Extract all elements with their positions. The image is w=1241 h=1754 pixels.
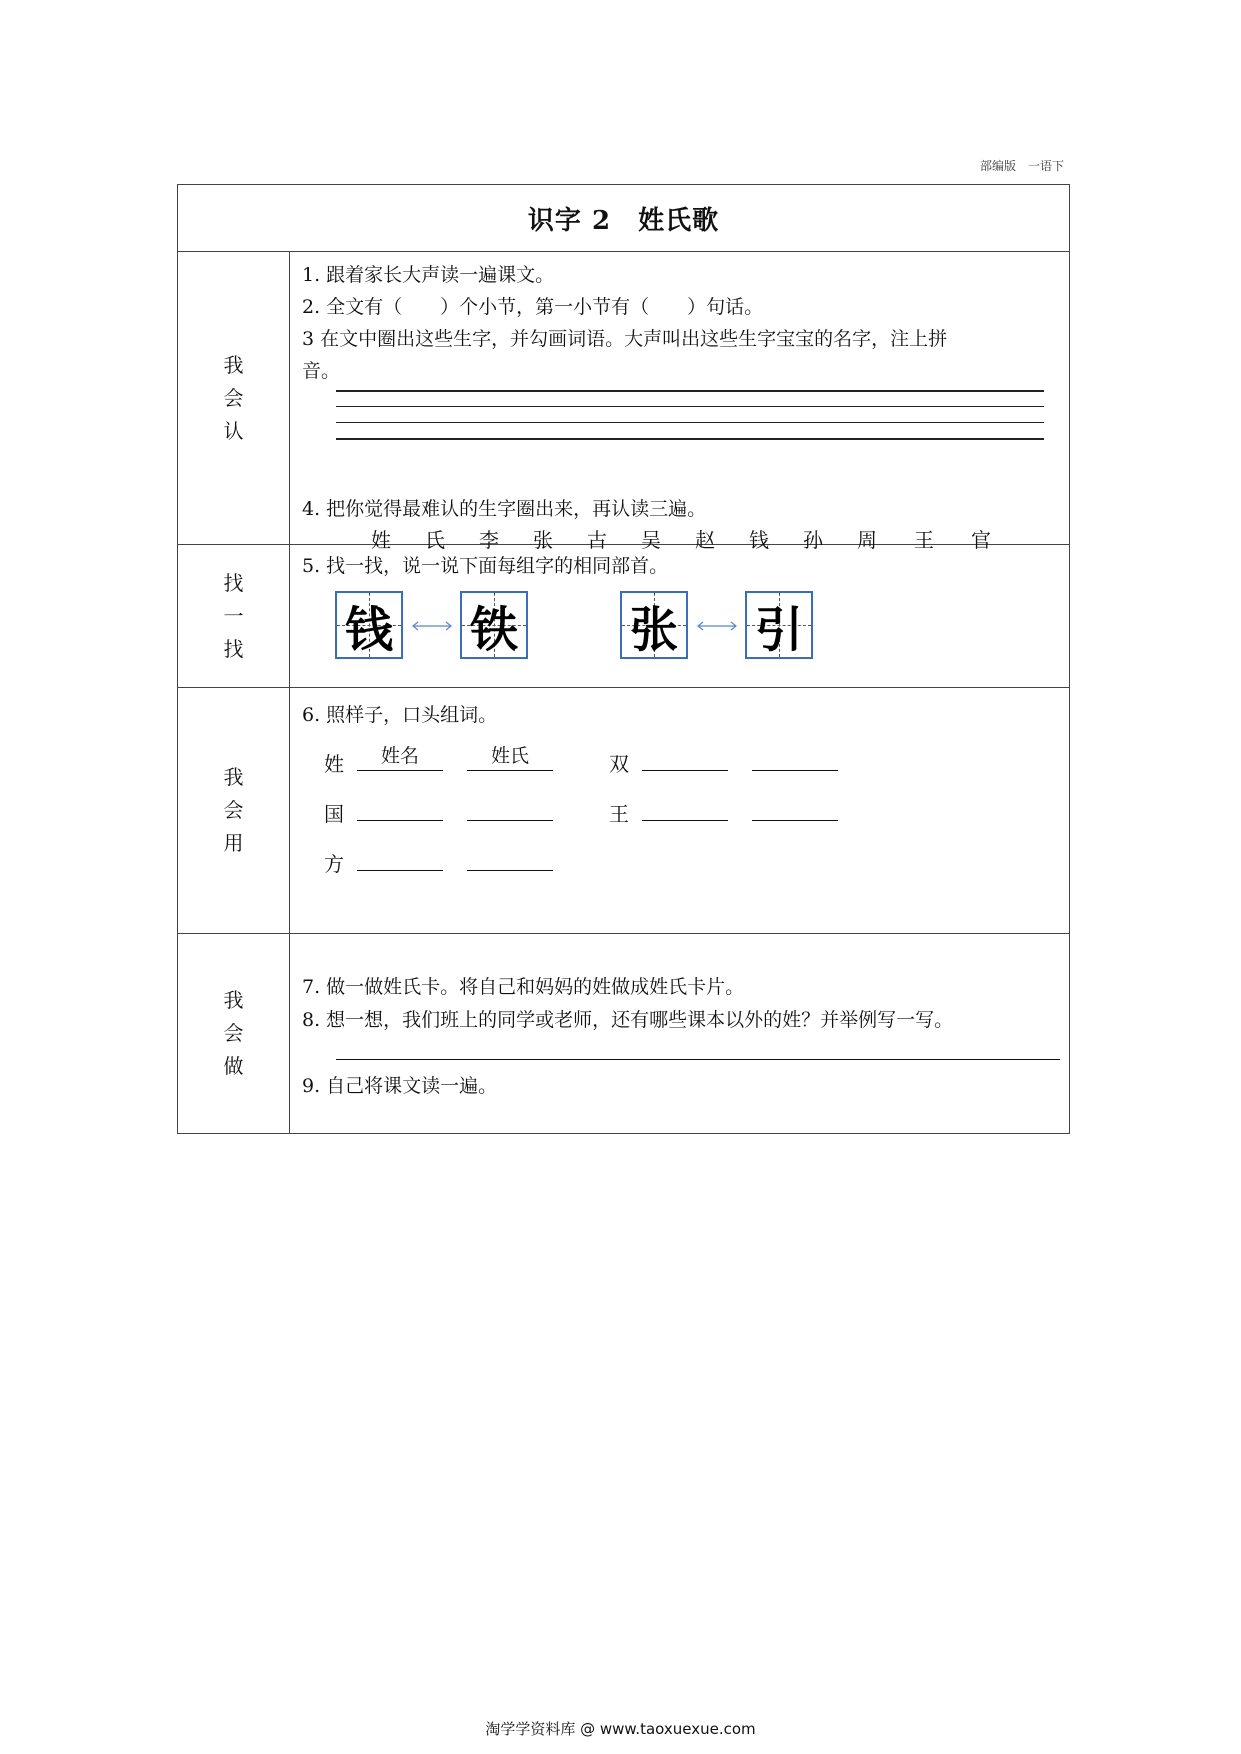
new-character: 王 — [914, 528, 934, 552]
question-3-cont: 音。 — [302, 360, 341, 382]
answer-blank[interactable] — [752, 744, 838, 771]
question-8: 8. 想一想，我们班上的同学或老师，还有哪些课本以外的姓？并举例写一写。 — [302, 1009, 954, 1031]
new-character: 官 — [971, 528, 991, 552]
label-char: 一 — [223, 603, 244, 628]
question-5: 5. 找一找，说一说下面每组字的相同部首。 — [302, 555, 669, 577]
char-box — [620, 591, 688, 659]
footer-watermark: 淘学学资料库 @ www.taoxuexue.com — [485, 1720, 756, 1738]
edition-tag: 部编版 一语下 — [979, 159, 1064, 173]
double-arrow-icon — [410, 620, 454, 632]
char-box — [745, 591, 813, 659]
section-make — [178, 934, 1069, 1133]
label-char: 用 — [223, 831, 244, 855]
new-character: 氏 — [425, 528, 445, 552]
box-character: 铁 — [469, 601, 518, 658]
new-character: 张 — [533, 528, 553, 552]
char-box — [460, 591, 528, 659]
question-2: 2. 全文有（ ）个小节，第一小节有（ ）句话。 — [302, 296, 764, 318]
question-3: 3 在文中圈出这些生字，并勾画词语。大声叫出这些生字宝宝的名字，注上拼 — [302, 328, 948, 350]
double-arrow-icon — [695, 620, 739, 632]
question-6: 6. 照样子，口头组词。 — [302, 704, 498, 726]
new-character: 孙 — [803, 528, 823, 552]
char-box — [335, 591, 403, 659]
word-char-fang: 方 — [324, 852, 344, 876]
section-label-find — [178, 545, 290, 687]
example-word-2: 姓氏 — [467, 744, 553, 771]
answer-blank[interactable] — [467, 844, 553, 871]
section-content-recognize — [302, 252, 1053, 552]
new-character: 钱 — [749, 528, 769, 552]
section-recognize — [178, 252, 1069, 552]
word-char-xing: 姓 — [324, 752, 344, 776]
answer-blank[interactable] — [357, 844, 443, 871]
section-content-make — [302, 934, 1053, 1133]
new-character: 赵 — [695, 528, 715, 552]
label-char: 找 — [223, 636, 244, 661]
label-char: 会 — [223, 385, 244, 410]
answer-blank[interactable] — [642, 794, 728, 821]
worksheet-table — [177, 184, 1070, 1134]
section-label-use — [178, 688, 290, 933]
question-9: 9. 自己将课文读一遍。 — [302, 1075, 498, 1097]
question-1: 1. 跟着家长大声读一遍课文。 — [302, 264, 555, 286]
new-character: 周 — [857, 528, 877, 552]
example-word-1: 姓名 — [357, 744, 443, 771]
pinyin-writing-lines[interactable] — [336, 388, 1044, 448]
answer-line[interactable] — [336, 1059, 1060, 1060]
word-char-shuang: 双 — [609, 752, 629, 776]
label-char: 找 — [223, 570, 244, 595]
label-char: 做 — [223, 1054, 244, 1078]
box-character: 张 — [629, 601, 678, 658]
label-char: 我 — [223, 988, 244, 1012]
label-char: 我 — [223, 352, 244, 377]
box-character: 引 — [754, 601, 803, 658]
new-character: 李 — [479, 528, 499, 552]
worksheet-title: 识字 2 姓氏歌 — [178, 185, 1069, 252]
label-char: 会 — [223, 798, 244, 822]
answer-blank[interactable] — [467, 794, 553, 821]
question-4: 4. 把你觉得最难认的生字圈出来，再认读三遍。 — [302, 498, 707, 520]
new-character: 古 — [587, 528, 607, 552]
label-char: 认 — [223, 418, 244, 443]
new-character: 姓 — [371, 528, 391, 552]
box-character: 钱 — [344, 601, 393, 658]
section-use — [178, 688, 1069, 934]
answer-blank[interactable] — [357, 794, 443, 821]
section-content-use — [302, 688, 1053, 933]
section-content-find — [302, 545, 1053, 687]
section-label-recognize — [178, 252, 290, 544]
new-character: 吴 — [641, 528, 661, 552]
word-char-wang: 王 — [609, 802, 629, 826]
word-char-guo: 国 — [324, 802, 344, 826]
answer-blank[interactable] — [642, 744, 728, 771]
question-7: 7. 做一做姓氏卡。将自己和妈妈的姓做成姓氏卡片。 — [302, 976, 745, 998]
label-char: 我 — [223, 765, 244, 789]
section-find — [178, 545, 1069, 688]
label-char: 会 — [223, 1021, 244, 1045]
section-label-make — [178, 934, 290, 1133]
answer-blank[interactable] — [752, 794, 838, 821]
